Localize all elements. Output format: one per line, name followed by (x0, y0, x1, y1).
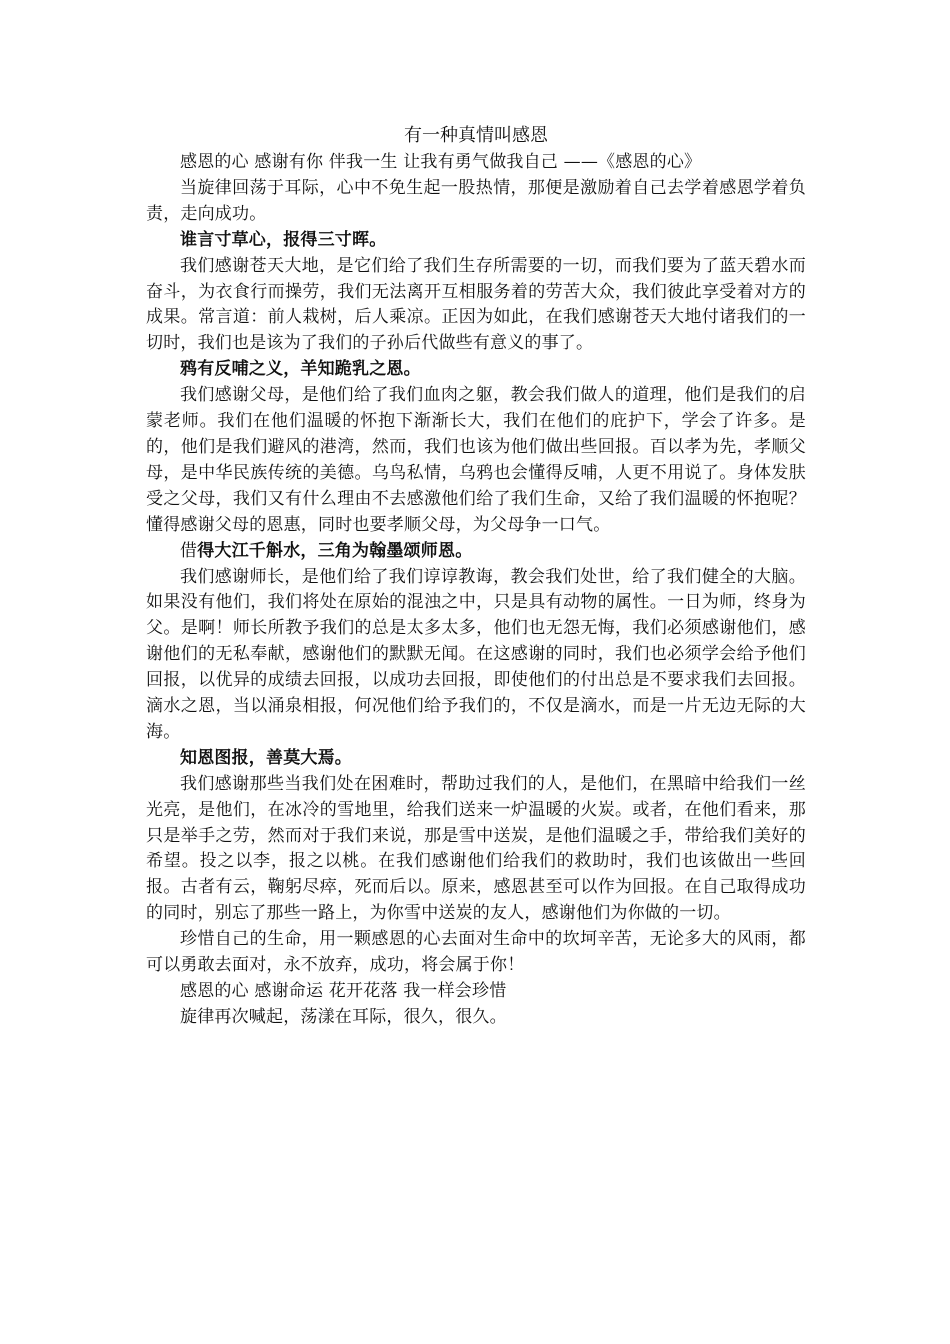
section-heading-3 (146, 539, 806, 565)
closing-line: 旋律再次喊起，荡漾在耳际，很久，很久。 (180, 1006, 507, 1027)
section-heading-2: 鸦有反哺之义，羊知跪乳之恩。 (180, 359, 421, 380)
epigraph: 感恩的心 感谢有你 伴我一生 让我有勇气做我自己 ——《感恩的心》 (180, 152, 702, 172)
body-paragraph-3: 我们感谢师长，是他们给了我们谆谆教诲，教会我们处世，给了我们健全的大脑。如果没有他们，我们将处在原始的混浊之中，只是具有动物的属性。一日为师，终身为父。是啊！师长所教予我们的总是太多太多，他们也无怨无悔，我们必须感谢他们，感谢他们的无私奉献，感谢他们的默默无闻。在这感谢的同时，我们也必须学会给予他们回报，以优异的成绩去回报，以成功去回报，即使他们的付出总是不要求我们去回报。滴水之恩，当以涌泉相报，何况他们给予我们的，不仅是滴水，而是一片无边无际的大海。 (146, 566, 806, 742)
document-page (146, 122, 806, 1031)
intro-paragraph: 当旋律回荡于耳际，心中不免生起一股热情，那便是激励着自己去学着感恩学着负责，走向成功。 (146, 177, 806, 224)
closing-lyric: 感恩的心 感谢命运 花开花落 我一样会珍惜 (180, 981, 507, 1001)
document-title: 有一种真情叫感恩 (404, 125, 548, 146)
section-heading-3-bold: 得大江千斛水，三角为翰墨颂师恩。 (197, 540, 473, 561)
closing-paragraph: 珍惜自己的生命，用一颗感恩的心去面对生命中的坎坷辛苦，无论多大的风雨，都可以勇敢去面对，永不放弃，成功，将会属于你！ (146, 929, 806, 976)
section-heading-1: 谁言寸草心，报得三寸晖。 (180, 229, 387, 250)
section-heading-4: 知恩图报，善莫大焉。 (180, 747, 352, 768)
section-heading-3-prefix: 借 (180, 540, 198, 561)
body-paragraph-1: 我们感谢苍天大地，是它们给了我们生存所需要的一切，而我们要为了蓝天碧水而奋斗，为衣食行而操劳，我们无法离开互相服务着的劳苦大众，我们彼此享受着对方的成果。常言道：前人栽树，后人乘凉。正因为如此，在我们感谢苍天大地付诸我们的一切时，我们也是该为了我们的子孙后代做些有意义的事了。 (146, 255, 806, 354)
body-paragraph-4: 我们感谢那些当我们处在困难时，帮助过我们的人，是他们，在黑暗中给我们一丝光亮，是他们，在冰冷的雪地里，给我们送来一炉温暖的火炭。或者，在他们看来，那只是举手之劳，然而对于我们来说，那是雪中送炭，是他们温暖之手，带给我们美好的希望。投之以李，报之以桃。在我们感谢他们给我们的救助时，我们也该做出一些回报。古者有云，鞠躬尽瘁，死而后以。原来，感恩甚至可以作为回报。在自己取得成功的同时，别忘了那些一路上，为你雪中送炭的友人，感谢他们为你做的一切。 (146, 773, 806, 924)
body-paragraph-2: 我们感谢父母，是他们给了我们血肉之躯，教会我们做人的道理，他们是我们的启蒙老师。我们在他们温暖的怀抱下渐渐长大，我们在他们的庇护下，学会了许多。是的，他们是我们避风的港湾，然而，我们也该为他们做出些回报。百以孝为先，孝顺父母，是中华民族传统的美德。乌鸟私情，乌鸦也会懂得反哺，人更不用说了。身体发肤受之父母，我们又有什么理由不去感激他们给了我们生命，又给了我们温暖的怀抱呢？懂得感谢父母的恩惠，同时也要孝顺父母，为父母争一口气。 (146, 385, 806, 535)
